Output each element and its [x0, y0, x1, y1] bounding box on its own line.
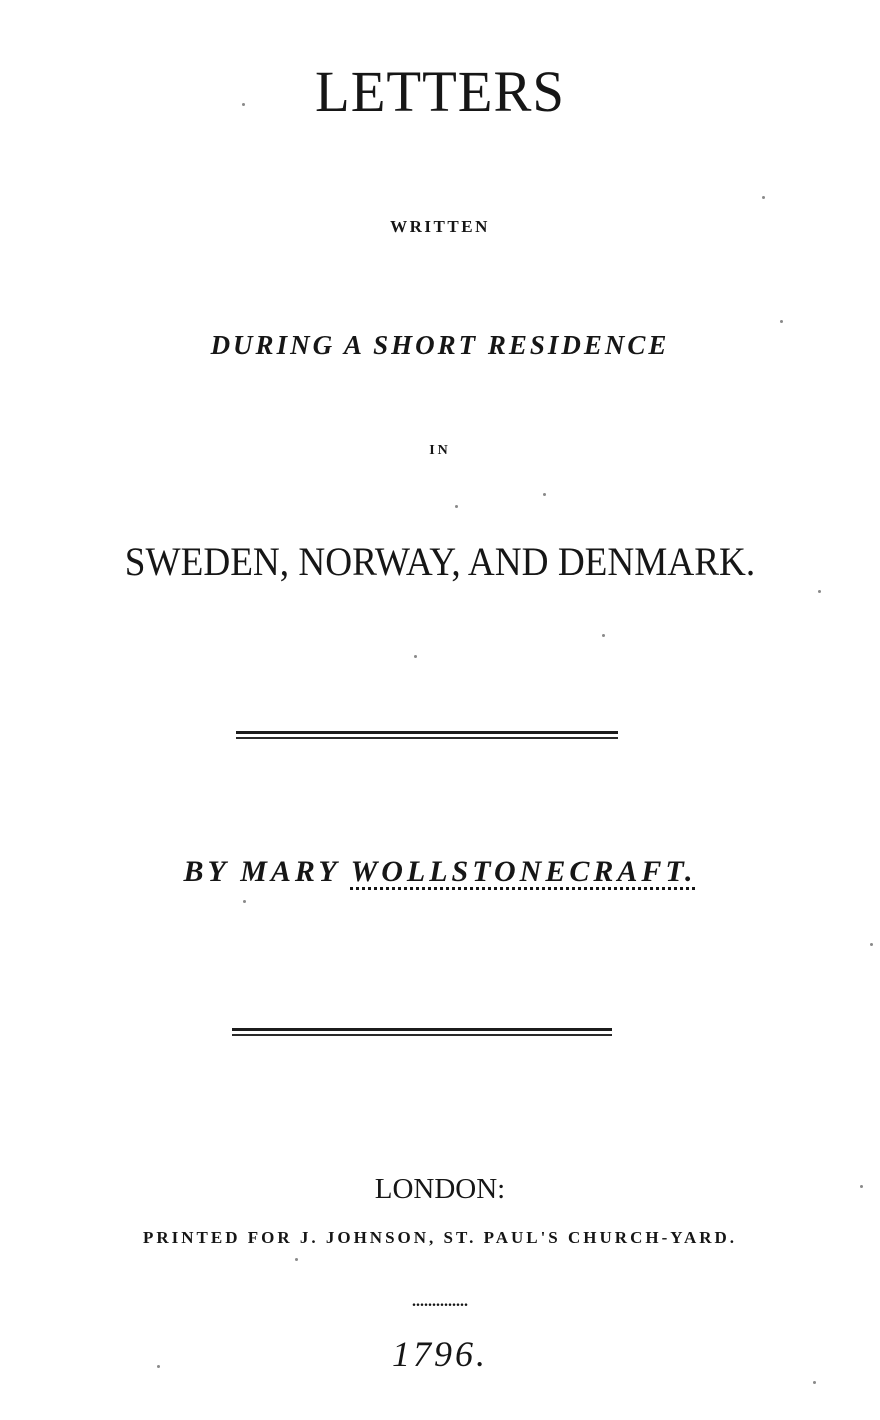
scan-speck [295, 1258, 298, 1261]
imprint-printer: PRINTED FOR J. JOHNSON, ST. PAUL'S CHURCH-YARD. [142, 1228, 738, 1247]
scan-speck [818, 590, 821, 593]
scan-speck [414, 655, 417, 658]
ornament-dots: .............. [412, 1293, 468, 1310]
subtitle-in: IN [429, 443, 451, 458]
scan-speck [870, 943, 873, 946]
scan-speck [157, 1365, 160, 1368]
subtitle-countries: SWEDEN, NORWAY, AND DENMARK. [124, 539, 756, 584]
scan-speck [762, 196, 765, 199]
scan-speck [242, 103, 245, 106]
scan-speck [813, 1381, 816, 1384]
subtitle-written: WRITTEN [390, 217, 490, 236]
book-title: LETTERS [315, 59, 565, 124]
author-surname: WOLLSTONECRAFT. [350, 855, 697, 888]
scan-speck [860, 1185, 863, 1188]
imprint-place: LONDON: [374, 1173, 506, 1205]
author-by: BY MARY [183, 855, 340, 888]
scan-speck [602, 634, 605, 637]
scan-speck [243, 900, 246, 903]
author-line [0, 855, 880, 889]
scan-speck [543, 493, 546, 496]
scan-speck [455, 505, 458, 508]
imprint-year: 1796. [392, 1334, 488, 1374]
scan-speck [780, 320, 783, 323]
subtitle-during-residence: DURING A SHORT RESIDENCE [210, 330, 670, 360]
